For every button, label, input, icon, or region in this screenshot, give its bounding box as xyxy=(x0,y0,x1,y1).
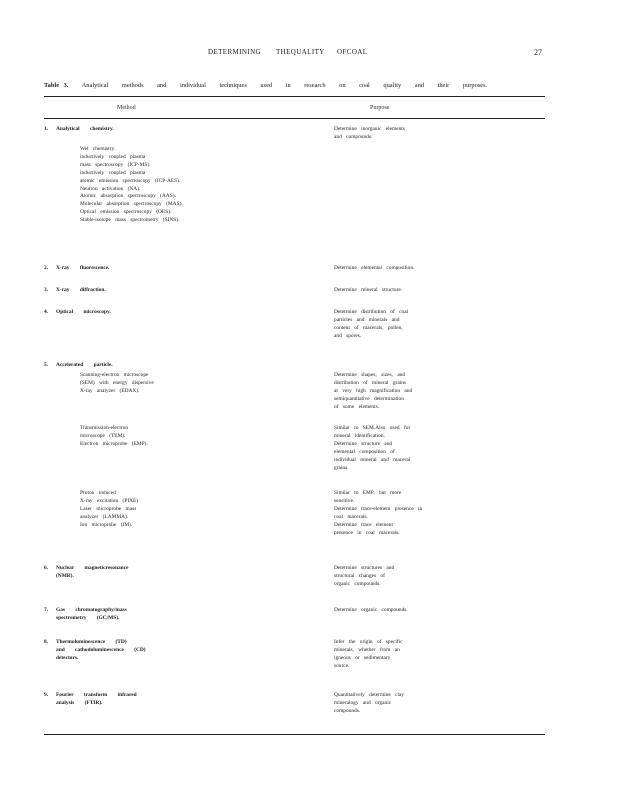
entry-number: 2. xyxy=(44,265,49,271)
table-caption xyxy=(44,82,487,89)
entry-purpose: Determine shapes, sizes, and distribution of mineral grains at very high magnification and semiquantitative determination of some elements. xyxy=(334,372,413,410)
entry-title: X-ray diffraction. xyxy=(56,287,106,293)
running-title-part: THEQUALITY xyxy=(276,48,325,56)
page-number: 27 xyxy=(534,48,542,57)
entry-title: X-ray fluorescence. xyxy=(56,265,110,271)
entry-number: 1. xyxy=(44,126,49,132)
entry-number: 7. xyxy=(44,607,49,613)
entry-title: Accelerated particle. xyxy=(56,362,113,368)
table-bottom-rule xyxy=(44,734,545,735)
entry-purpose: Determine organic compounds. xyxy=(334,607,408,613)
entry-methods: Proton induced X-ray excitation (PIXE) Laser microprobe mass analyzer (LAMMA). Ion microprobe (IM). xyxy=(80,490,139,528)
entry-purpose: Determine inorganic elements and compounds. xyxy=(334,126,405,140)
entry-title: Thermoluminescence (TD) and cathodoluminescence (CD) detectors. xyxy=(56,639,146,661)
entry-purpose: Infer the origin of specific minerals, whether from an igneous or sedimentary source. xyxy=(334,639,403,669)
column-header-purpose: Purpose xyxy=(370,105,390,111)
running-title-part: OFCOAL xyxy=(337,48,368,56)
entry-title: Nuclear magneticresonance (NMR). xyxy=(56,565,129,579)
entry-methods: Wet chemistry. inductively coupled plasma mass spectroscopy (ICP-MS). inductively coupled plasma atomic emission spectroscopy (ICP-AES). Neutron activation (NA). Atomic absorption spectroscopy (AAS). Molecular absorption spectroscopy (MAS). Optical emission spectroscopy (OES). Stable-isotope mass spectrometry (SINS). xyxy=(80,146,183,224)
entry-title: Gas chromatography/mass spectrometry (GC/MS). xyxy=(56,607,127,621)
running-title-part: DETERMINING xyxy=(208,48,262,56)
entry-title: Fourier transform infrared analysis (FTIR). xyxy=(56,692,137,706)
entry-number: 4. xyxy=(44,309,49,315)
entry-purpose: Determine structures and structural changes of organic compounds. xyxy=(334,565,395,587)
table-label: Table 3. xyxy=(44,82,69,89)
column-header-rule xyxy=(44,118,545,119)
table-top-rule xyxy=(44,96,545,97)
entry-purpose: Similar to SEM.Also used for mineral identification. Determine structure and elemental composition of individual mineral and maceral grains. xyxy=(334,425,411,471)
column-header-method: Method xyxy=(117,105,136,111)
entry-number: 3. xyxy=(44,287,49,293)
entry-title: Optical microscopy. xyxy=(56,309,111,315)
entry-purpose: Determine distribution of coal particles and minerals and content of macerals, pollen, and spores. xyxy=(334,309,409,339)
entry-title: Analytical chemistry. xyxy=(56,126,114,132)
entry-number: 9. xyxy=(44,692,49,698)
entry-purpose: Determine elemental composition. xyxy=(334,265,415,271)
entry-purpose: Quantitatively determine clay mineralogy and organic compounds. xyxy=(334,692,405,714)
entry-methods: Transmission-electron microscope (TEM). Electron microprobe (EMP). xyxy=(80,425,148,447)
entry-number: 8. xyxy=(44,639,49,645)
entry-methods: Scanning-electron microscope (SEM) with energy dispersive X-ray analyzer (EDAX). xyxy=(80,372,154,394)
entry-purpose: Determine mineral structure. xyxy=(334,287,403,293)
entry-number: 6. xyxy=(44,565,49,571)
entry-number: 5. xyxy=(44,362,49,368)
table-caption-text: Analytical methods and individual techniques used in research on coal quality and their purposes. xyxy=(81,82,488,89)
entry-purpose: Similar to EMP, but more sensitive. Determine trace-element presence in coal macerals. Determine trace element presence in coal macerals. xyxy=(334,490,423,536)
